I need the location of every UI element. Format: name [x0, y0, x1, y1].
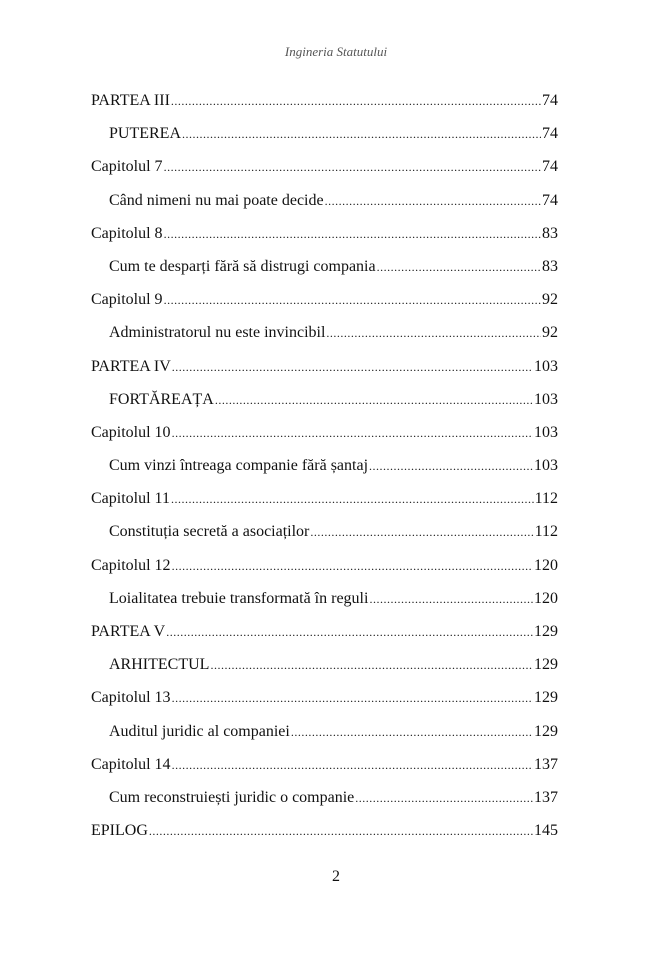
dot-leader	[171, 489, 534, 509]
toc-entry-title: PARTEA V	[91, 623, 166, 640]
toc-entry-page: 129	[534, 689, 558, 707]
toc-entry-title: Capitolul 7	[91, 158, 163, 176]
toc-entry	[91, 91, 558, 124]
toc-entry-page: 137	[534, 788, 558, 806]
toc-entry-page: 137	[534, 755, 558, 773]
toc-entry-title: Capitolul 14	[91, 755, 171, 773]
toc-entry-title: Capitolul 9	[91, 291, 163, 309]
toc-entry-title: Cum reconstruiești juridic o companie	[109, 788, 355, 806]
toc-entry	[91, 290, 558, 323]
table-of-contents	[91, 91, 558, 854]
dot-leader	[172, 755, 533, 775]
toc-entry-page: 74	[542, 125, 558, 143]
toc-entry-page: 120	[534, 556, 558, 574]
toc-entry-page: 129	[534, 722, 558, 740]
toc-subentry	[91, 589, 558, 622]
toc-entry	[91, 755, 558, 788]
dot-leader	[172, 423, 533, 443]
dot-leader	[172, 688, 533, 708]
toc-entry-page: 103	[534, 457, 558, 475]
toc-entry-title: Capitolul 12	[91, 556, 171, 574]
toc-entry-page: 92	[542, 291, 558, 309]
dot-leader	[164, 157, 541, 177]
toc-entry-page: 120	[534, 589, 558, 607]
toc-subentry	[91, 191, 558, 224]
dot-leader	[291, 722, 533, 742]
toc-entry	[91, 423, 558, 456]
toc-subentry	[91, 788, 558, 821]
toc-entry-page: 103	[534, 390, 558, 408]
dot-leader	[164, 224, 541, 244]
toc-entry-title: Capitolul 13	[91, 689, 171, 707]
dot-leader	[172, 556, 533, 576]
toc-entry-title: Cum te desparți fără să distrugi compania	[109, 257, 376, 275]
toc-entry	[91, 224, 558, 257]
toc-entry-page: 112	[534, 490, 558, 508]
toc-entry-page: 103	[534, 357, 558, 375]
dot-leader	[326, 323, 541, 343]
toc-entry-title: Când nimeni nu mai poate decide	[109, 191, 324, 209]
dot-leader	[369, 589, 533, 609]
toc-subentry	[91, 390, 558, 423]
toc-entry-title: Cum vinzi întreaga companie fără șantaj	[109, 457, 369, 475]
toc-entry-title: Auditul juridic al companiei	[109, 722, 290, 740]
dot-leader	[149, 821, 533, 841]
toc-subentry	[91, 522, 558, 555]
toc-entry-title: PUTEREA	[109, 125, 181, 143]
toc-entry-title: Capitolul 11	[91, 490, 170, 508]
toc-entry-title: ARHITECTUL	[109, 656, 210, 674]
toc-entry-page: 74	[542, 92, 558, 109]
toc-subentry	[91, 124, 558, 157]
dot-leader	[171, 91, 541, 111]
toc-entry-title: Capitolul 10	[91, 423, 171, 441]
dot-leader	[210, 655, 533, 675]
toc-entry-title: Loialitatea trebuie transformată în reguli	[109, 589, 369, 607]
toc-entry-page: 83	[542, 224, 558, 242]
toc-entry-title: Constituția secretă a asociaților	[109, 523, 310, 541]
toc-entry	[91, 622, 558, 655]
toc-entry-title: PARTEA III	[91, 92, 170, 109]
toc-subentry	[91, 456, 558, 489]
running-header: Ingineria Statutului	[284, 44, 388, 59]
toc-subentry	[91, 722, 558, 755]
toc-entry-page: 74	[542, 158, 558, 176]
toc-entry	[91, 821, 558, 854]
toc-entry-page: 129	[534, 656, 558, 674]
toc-entry-page: 83	[542, 257, 558, 275]
dot-leader	[377, 257, 541, 277]
dot-leader	[164, 290, 541, 310]
toc-entry	[91, 489, 558, 522]
toc-entry-page: 103	[534, 423, 558, 441]
dot-leader	[355, 788, 533, 808]
toc-entry-title: EPILOG	[91, 822, 148, 840]
toc-entry	[91, 357, 558, 390]
toc-entry-title: Capitolul 8	[91, 224, 163, 242]
toc-entry-page: 74	[542, 191, 558, 209]
toc-subentry	[91, 323, 558, 356]
toc-entry-page: 129	[534, 623, 558, 640]
toc-entry-page: 112	[534, 523, 558, 541]
dot-leader	[310, 522, 533, 542]
toc-entry	[91, 556, 558, 589]
dot-leader	[325, 191, 541, 211]
toc-entry-title: PARTEA IV	[91, 357, 171, 375]
dot-leader	[182, 124, 541, 144]
dot-leader	[215, 390, 533, 410]
dot-leader	[172, 357, 533, 377]
toc-subentry	[91, 655, 558, 688]
page-number: 2	[332, 868, 340, 885]
toc-entry-title: FORTĂREAȚA	[109, 390, 214, 408]
dot-leader	[369, 456, 533, 476]
toc-subentry	[91, 257, 558, 290]
toc-entry-page: 92	[542, 324, 558, 342]
toc-entry-title: Administratorul nu este invincibil	[109, 324, 326, 342]
toc-entry	[91, 688, 558, 721]
toc-entry	[91, 157, 558, 190]
toc-entry-page: 145	[534, 822, 558, 840]
dot-leader	[166, 622, 533, 642]
